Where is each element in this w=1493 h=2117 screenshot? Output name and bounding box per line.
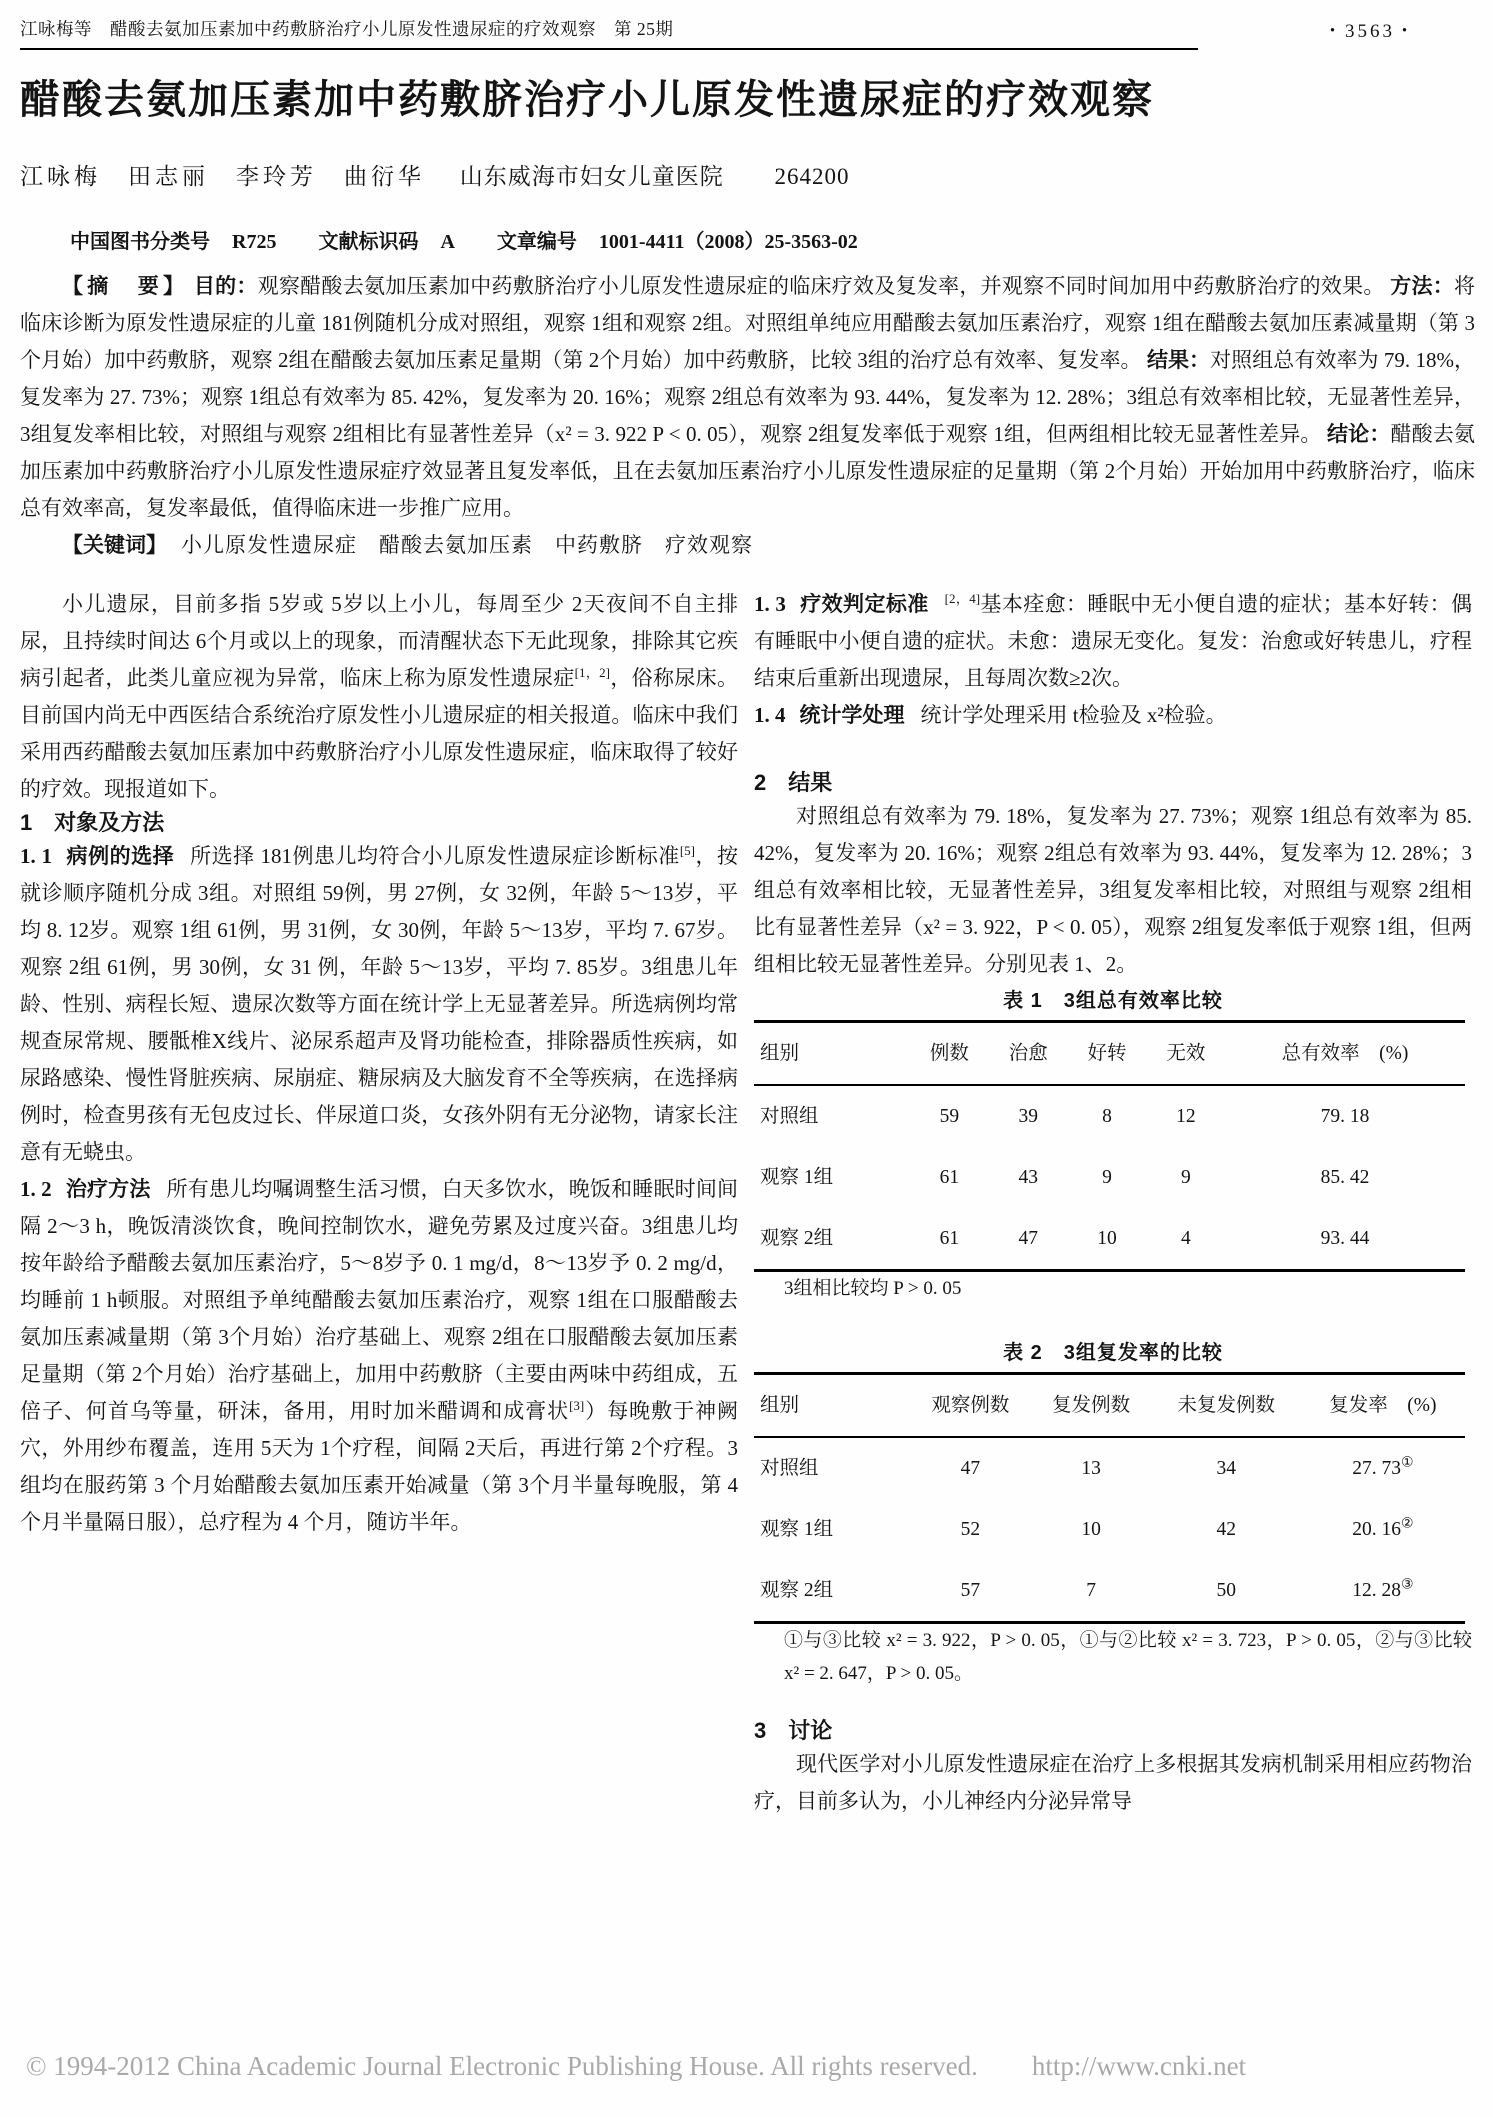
paragraph-1-1-title: 病例的选择 bbox=[66, 844, 175, 868]
left-column bbox=[20, 586, 738, 1820]
authors: 江咏梅 田志丽 李玲芳 曲衍华 bbox=[20, 164, 425, 189]
table-cell bbox=[1301, 1560, 1465, 1623]
paragraph-1-2-text-post: ）每晚敷于神阙穴，外用纱布覆盖，连用 5天为 1个疗程，间隔 2天后，再进行第 2个疗程。3组均在服药第 3 个月始醋酸去氨加压素开始减量（第 3个月半量每晚服，第 4个月半量隔日服），总疗程为 4 个月，随访半年。 bbox=[20, 1399, 739, 1534]
table-1-footnote: 3组相比较均 P > 0. 05 bbox=[784, 1278, 962, 1299]
table-1-col-ineffective: 无效 bbox=[1146, 1022, 1225, 1086]
table-cell: 观察 1组 bbox=[760, 1167, 834, 1188]
table-cell: 观察 1组 bbox=[760, 1519, 834, 1540]
table-1-col-improved: 好转 bbox=[1068, 1022, 1147, 1086]
paragraph-1-2 bbox=[20, 1171, 738, 1541]
table-cell: 52 bbox=[960, 1519, 981, 1540]
intro-reference: [1，2] bbox=[574, 665, 610, 680]
paragraph-1-2-title: 治疗方法 bbox=[65, 1177, 151, 1201]
table-cell: 12 bbox=[1176, 1106, 1196, 1127]
abstract-conclusion: 醋酸去氨加压素加中药敷脐治疗小儿原发性遗尿症疗效显著且复发率低，且在去氨加压素治疗小儿原发性遗尿症的足量期（第 2个月始）开始加用中药敷脐治疗，临床总有效率高，复发率最低，值得临床进一步推广应用。 bbox=[20, 422, 1476, 520]
paragraph-1-3 bbox=[754, 586, 1472, 697]
table-cell bbox=[1301, 1437, 1465, 1499]
paragraph-1-1-number: 1. 1 bbox=[20, 844, 53, 868]
keywords-tag: 【关键词】 bbox=[62, 533, 167, 557]
relapse-rate-value: 20. 16 bbox=[1352, 1519, 1401, 1540]
table-cell: 39 bbox=[1018, 1106, 1038, 1127]
table-2-footnote: ①与③比较 x² = 3. 922，P > 0. 05，①与②比较 x² = 3. 723，P > 0. 05，②与③比较 x² = 2. 647，P > 0. 05。 bbox=[784, 1630, 1472, 1684]
paragraph-1-3-title: 疗效判定标准 bbox=[799, 592, 929, 616]
article-id-value: 1001-4411（2008）25-3563-02 bbox=[598, 231, 858, 253]
table-1-col-cured: 治愈 bbox=[989, 1022, 1068, 1086]
paragraph-1-1 bbox=[20, 838, 738, 1171]
paragraph-1-3-number: 1. 3 bbox=[754, 592, 786, 616]
abstract bbox=[20, 268, 1475, 527]
abstract-results-label: 结果： bbox=[1146, 348, 1211, 372]
postal-code: 264200 bbox=[774, 164, 850, 189]
relapse-rate-value: 12. 28 bbox=[1352, 1580, 1401, 1601]
table-cell: 10 bbox=[1097, 1228, 1117, 1249]
table-1-col-total-rate: 总有效率 (%) bbox=[1225, 1022, 1465, 1086]
doc-code-value: A bbox=[440, 231, 455, 253]
cnki-watermark: © 1994-2012 China Academic Journal Electronic Publishing House. All rights reserved. http://www.cnki.net bbox=[26, 2051, 1247, 2081]
table-cell: 对照组 bbox=[760, 1458, 819, 1479]
running-head bbox=[20, 0, 1475, 50]
relapse-rate-mark: ③ bbox=[1401, 1577, 1414, 1593]
right-column bbox=[754, 586, 1472, 1820]
table-cell: 8 bbox=[1102, 1106, 1112, 1127]
table-2 bbox=[754, 1372, 1465, 1624]
table-2-head bbox=[754, 1374, 1465, 1438]
clc-label: 中国图书分类号 bbox=[70, 231, 210, 253]
byline bbox=[20, 158, 1475, 191]
table-row bbox=[754, 1147, 1465, 1208]
table-cell: 47 bbox=[1018, 1228, 1038, 1249]
paragraph-1-2-reference: [3] bbox=[569, 1398, 585, 1413]
table-cell: 93. 44 bbox=[1320, 1228, 1370, 1249]
clc-value: R725 bbox=[232, 231, 277, 253]
abstract-results: 对照组总有效率为 79. 18%，复发率为 27. 73%；观察 1组总有效率为 85. 42%，复发率为 20. 16%；观察 2组总有效率为 93. 44%，复发率为 12. 28%；3组总有效率相比较，无显著性差异，3组复发率相比较，对照组与观察 2组相比有显著性差异（x² = 3. 922 P < 0. 05），观察 2组复发率低于观察 1组，但两组相比较无显著性差异。 bbox=[20, 348, 1476, 446]
table-row bbox=[754, 1208, 1465, 1271]
table-cell: 对照组 bbox=[760, 1106, 819, 1127]
abstract-tag: 【摘 要】 bbox=[62, 274, 189, 298]
paragraph-1-1-text-post: ，按就诊顺序随机分成 3组。对照组 59例，男 27例，女 32例，年龄 5～13岁，平均 8. 12岁。观察 1组 61例，男 31例，女 30例，年龄 5～13岁，平均 7. 67岁。观察 2组 61例，男 30例，女 31 例，年龄 5～13岁，平均 7. 85岁。3组患儿年龄、性别、病程长短、遗尿次数等方面在统计学上无显著差异。所选病例均常规查尿常规、腰骶椎X线片、泌尿系超声及肾功能检查，排除器质性疾病，如尿路感染、慢性肾脏疾病、尿崩症、糖尿病及大脑发育不全等疾病，在选择病例时，检查男孩有无包皮过长、伴尿道口炎，女孩外阴有无分泌物，请家长注意有无蛲虫。 bbox=[20, 844, 739, 1164]
paragraph-1-4 bbox=[754, 697, 1472, 734]
table-cell: 61 bbox=[939, 1228, 960, 1249]
abstract-objective: 观察醋酸去氨加压素加中药敷脐治疗小儿原发性遗尿症的临床疗效及复发率，并观察不同时间加用中药敷脐治疗的效果。 bbox=[257, 274, 1385, 298]
table-row bbox=[754, 1560, 1465, 1623]
results-paragraph: 对照组总有效率为 79. 18%，复发率为 27. 73%；观察 1组总有效率为 85. 42%，复发率为 20. 16%；观察 2组总有效率为 93. 44%，复发率为 12. 28%；3组总有效率相比较，无显著性差异，3组复发率相比较，对照组与观察 2组相比有显著性差异（x² = 3. 922，P < 0. 05），观察 2组复发率低于观察 1组，但两组相比较无显著性差异。分别见表 1、2。 bbox=[754, 804, 1472, 976]
table-2-col-relapse-rate: 复发率 (%) bbox=[1301, 1374, 1465, 1438]
table-2-body bbox=[754, 1437, 1465, 1623]
table-cell: 43 bbox=[1018, 1167, 1038, 1188]
table-cell: 9 bbox=[1180, 1167, 1191, 1188]
section-1-heading: 1 对象及方法 bbox=[20, 810, 165, 835]
paragraph-1-2-text-pre: 所有患儿均嘱调整生活习惯，白天多饮水，晚饭和睡眠时间间隔 2～3 h，晚饭清淡饮食，晚间控制饮水，避免劳累及过度兴奋。3组患儿均按年龄给予醋酸去氨加压素治疗，5～8岁予 0. 1 mg/d，8～13岁予 0. 2 mg/d，均睡前 1 h顿服。对照组予单纯醋酸去氨加压素治疗，观察 1组在口服醋酸去氨加压素减量期（第 3个月始）治疗基础上、观察 2组在口服醋酸去氨加压素足量期（第 2个月始）治疗基础上，加用中药敷脐（主要由两味中药组成，五倍子、何首乌等量，研沫，备用，用时加米醋调和成膏状 bbox=[20, 1177, 738, 1423]
table-cell: 47 bbox=[960, 1458, 981, 1479]
table-cell: 4 bbox=[1180, 1228, 1191, 1249]
paragraph-1-2-number: 1. 2 bbox=[20, 1177, 52, 1201]
abstract-conclusion-label: 结论： bbox=[1326, 422, 1391, 446]
table-2-block bbox=[754, 1335, 1472, 1690]
table-cell: 34 bbox=[1216, 1458, 1237, 1479]
table-cell: 61 bbox=[939, 1167, 960, 1188]
section-3-heading: 3 讨论 bbox=[754, 1718, 833, 1743]
table-cell: 42 bbox=[1216, 1519, 1237, 1540]
table-cell: 观察 2组 bbox=[760, 1228, 834, 1249]
discussion-paragraph: 现代医学对小儿原发性遗尿症在治疗上多根据其发病机制采用相应药物治疗，目前多认为，小儿神经内分泌异常导 bbox=[754, 1752, 1472, 1813]
relapse-rate-value: 27. 73 bbox=[1352, 1458, 1401, 1479]
body-columns bbox=[20, 586, 1475, 1820]
table-row bbox=[754, 1499, 1465, 1560]
abstract-objective-label: 目的： bbox=[193, 274, 258, 298]
keywords-text: 小儿原发性遗尿症 醋酸去氨加压素 中药敷脐 疗效观察 bbox=[181, 533, 753, 557]
table-cell: 7 bbox=[1086, 1580, 1097, 1601]
article-title: 醋酸去氨加压素加中药敷脐治疗小儿原发性遗尿症的疗效观察 bbox=[20, 78, 1154, 122]
table-cell: 13 bbox=[1081, 1458, 1101, 1479]
table-1-col-group: 组别 bbox=[754, 1022, 910, 1086]
intro-text-pre: 小儿遗尿，目前多指 5岁或 5岁以上小儿，每周至少 2天夜间不自主排尿，且持续时间达 6个月或以上的现象，而清醒状态下无此现象，排除其它疾病引起者，此类儿童应视为异常，临床上称为原发性遗尿症 bbox=[20, 592, 738, 690]
relapse-rate-mark: ② bbox=[1401, 1516, 1414, 1532]
table-1-col-cases: 例数 bbox=[910, 1022, 989, 1086]
table-1-title: 表 1 3组总有效率比较 bbox=[1003, 990, 1223, 1012]
table-cell bbox=[1301, 1499, 1465, 1560]
doc-code-label: 文献标识码 bbox=[318, 231, 419, 253]
table-cell: 10 bbox=[1081, 1519, 1101, 1540]
table-1-body bbox=[754, 1085, 1465, 1271]
affiliation: 山东威海市妇女儿童医院 bbox=[459, 164, 724, 189]
table-cell: 79. 18 bbox=[1320, 1106, 1370, 1127]
article-id-label: 文章编号 bbox=[496, 231, 577, 253]
table-2-col-not-relapsed: 未复发例数 bbox=[1152, 1374, 1301, 1438]
keywords bbox=[20, 527, 1475, 564]
paragraph-1-1-reference: [5] bbox=[679, 843, 695, 858]
table-cell: 85. 42 bbox=[1320, 1167, 1370, 1188]
table-1-block bbox=[754, 983, 1472, 1305]
table-1-head bbox=[754, 1022, 1465, 1086]
table-1-header-row bbox=[754, 1022, 1465, 1086]
table-cell: 50 bbox=[1216, 1580, 1237, 1601]
table-2-title: 表 2 3组复发率的比较 bbox=[1003, 1342, 1223, 1364]
relapse-rate-mark: ① bbox=[1401, 1455, 1414, 1471]
table-2-header-row bbox=[754, 1374, 1465, 1438]
paragraph-1-4-title: 统计学处理 bbox=[799, 703, 905, 727]
table-cell: 57 bbox=[960, 1580, 981, 1601]
table-cell: 观察 2组 bbox=[760, 1580, 834, 1601]
paragraph-1-3-text: 基本痊愈：睡眠中无小便自遗的症状；基本好转：偶有睡眠中小便自遗的症状。未愈：遗尿无变化。复发：治愈或好转患儿，疗程结束后重新出现遗尿，且每周次数≥2次。 bbox=[754, 592, 1473, 690]
abstract-methods: 将临床诊断为原发性遗尿症的儿童 181例随机分成对照组，观察 1组和观察 2组。对照组单纯应用醋酸去氨加压素治疗，观察 1组在醋酸去氨加压素减量期（第 3个月始）加中药敷脐，观察 2组在醋酸去氨加压素足量期（第 2个月始）加中药敷脐，比较 3组的治疗总有效率、复发率。 bbox=[20, 274, 1476, 372]
paragraph-1-4-number: 1. 4 bbox=[754, 703, 786, 727]
table-cell: 59 bbox=[939, 1106, 960, 1127]
paragraph-1-4-text: 统计学处理采用 t检验及 x²检验。 bbox=[920, 703, 1227, 727]
section-2-heading: 2 结果 bbox=[754, 770, 833, 795]
intro-paragraph bbox=[20, 586, 738, 808]
table-cell: 9 bbox=[1102, 1167, 1112, 1188]
abstract-methods-label: 方法： bbox=[1390, 274, 1455, 298]
table-2-col-relapsed: 复发例数 bbox=[1031, 1374, 1152, 1438]
table-2-col-observed: 观察例数 bbox=[910, 1374, 1031, 1438]
table-1 bbox=[754, 1020, 1465, 1272]
page-number: ・3563・ bbox=[1322, 21, 1417, 42]
paragraph-1-3-reference: [2，4] bbox=[944, 591, 981, 606]
table-row bbox=[754, 1437, 1465, 1499]
paragraph-1-1-text-pre: 所选择 181例患儿均符合小儿原发性遗尿症诊断标准 bbox=[190, 844, 680, 868]
running-head-title: 江咏梅等 醋酸去氨加压素加中药敷脐治疗小儿原发性遗尿症的疗效观察 第 25期 bbox=[20, 16, 1198, 50]
table-2-col-group: 组别 bbox=[754, 1374, 910, 1438]
article-meta bbox=[20, 225, 1475, 254]
intro-text-post: ，俗称尿床。目前国内尚无中西医结合系统治疗原发性小儿遗尿症的相关报道。临床中我们采用西药醋酸去氨加压素加中药敷脐治疗小儿原发性遗尿症，临床取得了较好的疗效。现报道如下。 bbox=[20, 666, 738, 801]
table-row bbox=[754, 1085, 1465, 1147]
